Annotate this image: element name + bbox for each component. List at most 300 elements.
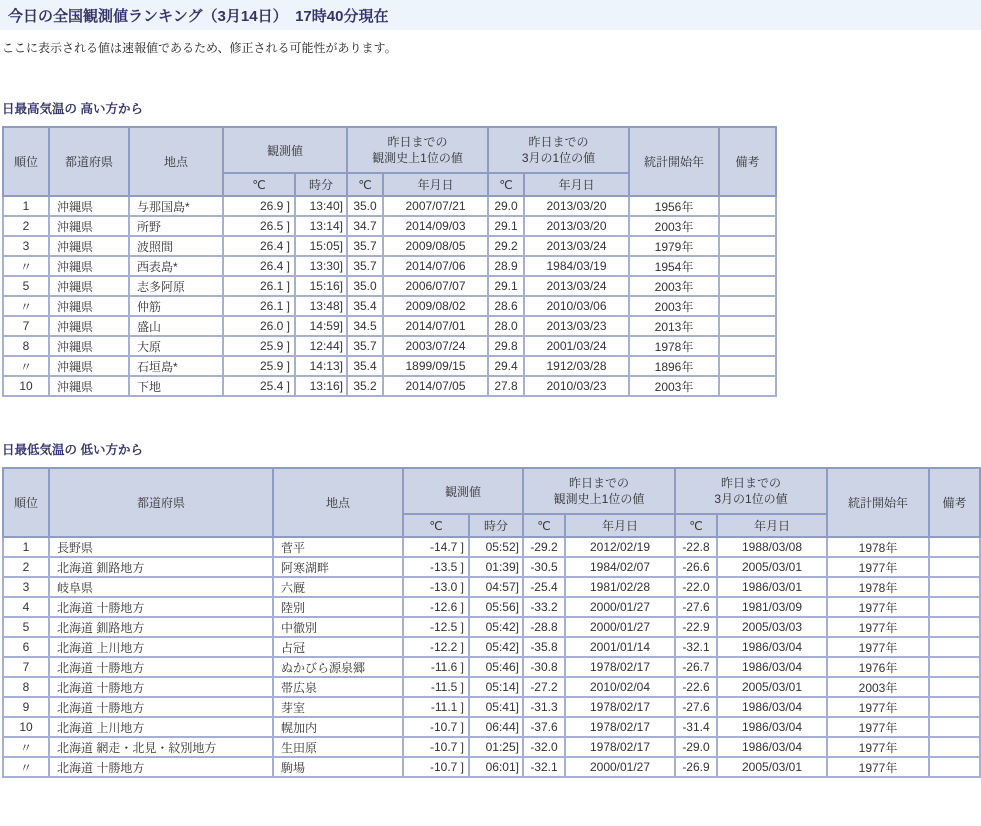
- table-cell: 2003年: [629, 376, 719, 396]
- table-cell: 下地: [129, 376, 223, 396]
- col-header-prefecture: 都道府県: [49, 127, 129, 196]
- record-header-line1: 昨日までの: [387, 134, 448, 149]
- table-cell: -37.6: [523, 717, 565, 737]
- table-cell: 1976年: [827, 657, 929, 677]
- table-cell: 04:57]: [469, 577, 523, 597]
- table-cell: -10.7 ]: [403, 737, 469, 757]
- table-cell: 〃: [3, 296, 49, 316]
- table-cell: -13.0 ]: [403, 577, 469, 597]
- table-cell: 北海道 網走・北見・紋別地方: [49, 737, 273, 757]
- table-cell: -31.3: [523, 697, 565, 717]
- table-cell: 06:01]: [469, 757, 523, 777]
- table-cell: -29.2: [523, 537, 565, 557]
- table-row: [3, 577, 980, 597]
- table-cell: 北海道 上川地方: [49, 637, 273, 657]
- table-cell: 2: [3, 216, 49, 236]
- table-cell: 1981/02/28: [565, 577, 675, 597]
- table-cell: 駒場: [273, 757, 403, 777]
- table-cell: 1977年: [827, 557, 929, 577]
- table-cell: 2014/07/05: [383, 376, 488, 396]
- table-cell: 2001/03/24: [524, 336, 629, 356]
- col-header-march-record-value: [488, 127, 629, 173]
- col-header-march-record-value: [675, 468, 827, 514]
- table-cell: 1978年: [827, 537, 929, 557]
- table-cell: [929, 557, 980, 577]
- table-cell: 2013/03/20: [524, 216, 629, 236]
- subheader-march-date: 年月日: [717, 514, 827, 537]
- col-header-record-value: [347, 127, 488, 173]
- table-cell: 13:40]: [295, 196, 347, 216]
- table-cell: 05:56]: [469, 597, 523, 617]
- table-cell: 1954年: [629, 256, 719, 276]
- table-cell: 2012/02/19: [565, 537, 675, 557]
- table-cell: -11.5 ]: [403, 677, 469, 697]
- table-cell: -10.7 ]: [403, 757, 469, 777]
- table-cell: 27.8: [488, 376, 524, 396]
- provisional-value-note: ここに表示される値は速報値であるため、修正される可能性があります。: [2, 41, 397, 55]
- table-row: [3, 256, 776, 276]
- table-cell: 1956年: [629, 196, 719, 216]
- table-cell: 1981/03/09: [717, 597, 827, 617]
- table-cell: 菅平: [273, 537, 403, 557]
- table-cell: 沖縄県: [49, 276, 129, 296]
- page-header: [0, 0, 981, 30]
- col-header-rank: 順位: [3, 127, 49, 196]
- table-cell: 26.0 ]: [223, 316, 295, 336]
- table-cell: -28.8: [523, 617, 565, 637]
- table-cell: [929, 737, 980, 757]
- table-cell: 29.8: [488, 336, 524, 356]
- table-cell: 1977年: [827, 597, 929, 617]
- table-row: [3, 557, 980, 577]
- table-cell: 35.7: [347, 336, 383, 356]
- table-cell: 帯広泉: [273, 677, 403, 697]
- table-row: [3, 757, 980, 777]
- col-header-rank: 順位: [3, 468, 49, 537]
- table-cell: 西表島*: [129, 256, 223, 276]
- daily-min-table-body: [3, 537, 980, 777]
- table-cell: [929, 717, 980, 737]
- header-row-main: [3, 127, 776, 173]
- table-cell: 8: [3, 677, 49, 697]
- table-row: [3, 196, 776, 216]
- table-cell: 35.7: [347, 256, 383, 276]
- table-cell: 05:46]: [469, 657, 523, 677]
- table-cell: 1: [3, 196, 49, 216]
- table-cell: -33.2: [523, 597, 565, 617]
- table-cell: -26.9: [675, 757, 717, 777]
- table-cell: 2014/07/01: [383, 316, 488, 336]
- table-cell: 沖縄県: [49, 236, 129, 256]
- table-cell: [719, 196, 776, 216]
- table-cell: 2009/08/05: [383, 236, 488, 256]
- table-cell: [719, 276, 776, 296]
- table-cell: 幌加内: [273, 717, 403, 737]
- table-cell: [719, 376, 776, 396]
- table-cell: 1899/09/15: [383, 356, 488, 376]
- table-cell: [719, 216, 776, 236]
- table-cell: 〃: [3, 737, 49, 757]
- table-cell: 26.1 ]: [223, 276, 295, 296]
- table-cell: 7: [3, 657, 49, 677]
- table-cell: 2003年: [629, 276, 719, 296]
- table-cell: [929, 637, 980, 657]
- table-cell: 2003年: [827, 677, 929, 697]
- table-row: [3, 276, 776, 296]
- table-row: [3, 737, 980, 757]
- col-header-location: 地点: [273, 468, 403, 537]
- table-cell: -26.7: [675, 657, 717, 677]
- table-cell: 35.4: [347, 356, 383, 376]
- table-cell: 2005/03/01: [717, 557, 827, 577]
- table-cell: 4: [3, 597, 49, 617]
- col-header-start-year: 統計開始年: [629, 127, 719, 196]
- table-cell: 1986/03/04: [717, 737, 827, 757]
- table-cell: 沖縄県: [49, 296, 129, 316]
- table-cell: [719, 236, 776, 256]
- table-cell: 5: [3, 276, 49, 296]
- col-header-prefecture: 都道府県: [49, 468, 273, 537]
- table-cell: -11.6 ]: [403, 657, 469, 677]
- table-cell: 2005/03/01: [717, 757, 827, 777]
- table-cell: -32.1: [523, 757, 565, 777]
- table-cell: 1986/03/04: [717, 637, 827, 657]
- table-cell: 阿寒湖畔: [273, 557, 403, 577]
- table-cell: 陸別: [273, 597, 403, 617]
- table-cell: [719, 316, 776, 336]
- table-cell: 1977年: [827, 637, 929, 657]
- table-cell: 沖縄県: [49, 336, 129, 356]
- subheader-observed-celsius: ℃: [403, 514, 469, 537]
- table-cell: 1978年: [827, 577, 929, 597]
- table-cell: -14.7 ]: [403, 537, 469, 557]
- subheader-march-date: 年月日: [524, 173, 629, 196]
- table-cell: 2013/03/24: [524, 236, 629, 256]
- table-cell: [929, 577, 980, 597]
- table-cell: 12:44]: [295, 336, 347, 356]
- table-row: [3, 336, 776, 356]
- table-cell: 2003年: [629, 216, 719, 236]
- table-cell: 沖縄県: [49, 356, 129, 376]
- table-cell: -11.1 ]: [403, 697, 469, 717]
- table-cell: -27.6: [675, 697, 717, 717]
- table-cell: 35.2: [347, 376, 383, 396]
- table-cell: 与那国島*: [129, 196, 223, 216]
- table-cell: -32.0: [523, 737, 565, 757]
- subheader-observed-celsius: ℃: [223, 173, 295, 196]
- record-header-line2: 観測史上1位の値: [553, 492, 645, 506]
- table-cell: -22.8: [675, 537, 717, 557]
- table-row: [3, 617, 980, 637]
- table-cell: 1986/03/04: [717, 657, 827, 677]
- subheader-march-celsius: ℃: [488, 173, 524, 196]
- table-row: [3, 296, 776, 316]
- subheader-observed-time: 時分: [469, 514, 523, 537]
- table-header: [3, 127, 776, 196]
- table-cell: 〃: [3, 256, 49, 276]
- table-cell: 29.0: [488, 196, 524, 216]
- section-daily-max-temp: [0, 99, 981, 397]
- table-cell: 1986/03/04: [717, 697, 827, 717]
- march-header-line2: 3月の1位の値: [521, 151, 596, 165]
- table-cell: 1986/03/01: [717, 577, 827, 597]
- table-cell: 北海道 十勝地方: [49, 597, 273, 617]
- table-cell: 05:52]: [469, 537, 523, 557]
- table-cell: 中徹別: [273, 617, 403, 637]
- table-cell: 28.9: [488, 256, 524, 276]
- col-header-observed-value: 観測値: [403, 468, 523, 514]
- table-cell: 1978/02/17: [565, 737, 675, 757]
- table-row: [3, 316, 776, 336]
- table-cell: 2010/03/06: [524, 296, 629, 316]
- table-cell: 05:42]: [469, 617, 523, 637]
- table-cell: 10: [3, 717, 49, 737]
- table-cell: 1978/02/17: [565, 657, 675, 677]
- table-cell: [929, 617, 980, 637]
- table-cell: 2007/07/21: [383, 196, 488, 216]
- table-cell: -12.5 ]: [403, 617, 469, 637]
- table-cell: 1912/03/28: [524, 356, 629, 376]
- table-cell: 28.6: [488, 296, 524, 316]
- table-cell: 26.4 ]: [223, 236, 295, 256]
- table-cell: 占冠: [273, 637, 403, 657]
- table-cell: 沖縄県: [49, 316, 129, 336]
- table-cell: 15:05]: [295, 236, 347, 256]
- table-cell: 35.0: [347, 276, 383, 296]
- table-cell: 波照間: [129, 236, 223, 256]
- table-cell: 13:16]: [295, 376, 347, 396]
- table-cell: 05:14]: [469, 677, 523, 697]
- subheader-record-date: 年月日: [565, 514, 675, 537]
- table-cell: 06:44]: [469, 717, 523, 737]
- table-cell: 29.2: [488, 236, 524, 256]
- march-header-line2: 3月の1位の値: [714, 492, 788, 506]
- table-cell: 13:14]: [295, 216, 347, 236]
- table-cell: 〃: [3, 356, 49, 376]
- table-cell: [719, 336, 776, 356]
- table-cell: 29.1: [488, 276, 524, 296]
- section-daily-min-temp: [0, 440, 981, 778]
- table-cell: 志多阿原: [129, 276, 223, 296]
- subheader-record-celsius: ℃: [523, 514, 565, 537]
- table-cell: 2003年: [629, 296, 719, 316]
- table-cell: [929, 657, 980, 677]
- table-cell: 2013/03/24: [524, 276, 629, 296]
- table-cell: -25.4: [523, 577, 565, 597]
- table-cell: 29.4: [488, 356, 524, 376]
- table-cell: 2006/07/07: [383, 276, 488, 296]
- march-header-line1: 昨日までの: [528, 134, 589, 149]
- table-cell: 1977年: [827, 617, 929, 637]
- table-row: [3, 637, 980, 657]
- table-cell: 大原: [129, 336, 223, 356]
- table-cell: 2013/03/20: [524, 196, 629, 216]
- table-cell: 26.5 ]: [223, 216, 295, 236]
- table-cell: 2000/01/27: [565, 597, 675, 617]
- table-cell: 〃: [3, 757, 49, 777]
- table-cell: 2009/08/02: [383, 296, 488, 316]
- table-cell: 2014/07/06: [383, 256, 488, 276]
- table-cell: 2014/09/03: [383, 216, 488, 236]
- table-cell: 7: [3, 316, 49, 336]
- table-cell: 01:39]: [469, 557, 523, 577]
- table-cell: 沖縄県: [49, 256, 129, 276]
- table-cell: -30.8: [523, 657, 565, 677]
- subheader-record-celsius: ℃: [347, 173, 383, 196]
- table-cell: 沖縄県: [49, 376, 129, 396]
- table-cell: -27.2: [523, 677, 565, 697]
- section-heading-daily-max: 日最高気温の 高い方から: [2, 102, 143, 116]
- table-cell: [719, 356, 776, 376]
- col-header-remarks: 備考: [929, 468, 980, 537]
- table-cell: 1988/03/08: [717, 537, 827, 557]
- table-cell: 05:42]: [469, 637, 523, 657]
- col-header-start-year: 統計開始年: [827, 468, 929, 537]
- daily-max-table-body: [3, 196, 776, 396]
- table-cell: -10.7 ]: [403, 717, 469, 737]
- table-cell: 北海道 十勝地方: [49, 757, 273, 777]
- table-cell: 5: [3, 617, 49, 637]
- table-cell: [929, 537, 980, 557]
- table-cell: 2010/03/23: [524, 376, 629, 396]
- table-cell: 岐阜県: [49, 577, 273, 597]
- table-cell: -31.4: [675, 717, 717, 737]
- table-cell: 25.9 ]: [223, 356, 295, 376]
- table-cell: 14:59]: [295, 316, 347, 336]
- table-cell: 1977年: [827, 697, 929, 717]
- table-cell: 05:41]: [469, 697, 523, 717]
- table-cell: -26.6: [675, 557, 717, 577]
- table-cell: 14:13]: [295, 356, 347, 376]
- table-cell: 1977年: [827, 717, 929, 737]
- table-row: [3, 376, 776, 396]
- table-cell: 34.5: [347, 316, 383, 336]
- table-cell: 1978/02/17: [565, 717, 675, 737]
- table-row: [3, 356, 776, 376]
- table-cell: -22.9: [675, 617, 717, 637]
- table-cell: 13:30]: [295, 256, 347, 276]
- table-cell: 2: [3, 557, 49, 577]
- col-header-observed-value: 観測値: [223, 127, 347, 173]
- table-cell: 盛山: [129, 316, 223, 336]
- table-cell: 35.0: [347, 196, 383, 216]
- table-cell: 35.4: [347, 296, 383, 316]
- table-cell: 2005/03/01: [717, 677, 827, 697]
- table-cell: 25.9 ]: [223, 336, 295, 356]
- table-cell: 3: [3, 577, 49, 597]
- table-cell: -12.6 ]: [403, 597, 469, 617]
- table-row: [3, 717, 980, 737]
- table-cell: 01:25]: [469, 737, 523, 757]
- table-cell: 25.4 ]: [223, 376, 295, 396]
- table-row: [3, 216, 776, 236]
- subheader-observed-time: 時分: [295, 173, 347, 196]
- table-row: [3, 677, 980, 697]
- table-cell: 仲筋: [129, 296, 223, 316]
- table-cell: 13:48]: [295, 296, 347, 316]
- table-cell: -22.0: [675, 577, 717, 597]
- table-cell: 26.4 ]: [223, 256, 295, 276]
- table-header: [3, 468, 980, 537]
- table-cell: 2013年: [629, 316, 719, 336]
- table-cell: -12.2 ]: [403, 637, 469, 657]
- table-cell: 10: [3, 376, 49, 396]
- table-cell: 1986/03/04: [717, 717, 827, 737]
- table-cell: 1978年: [629, 336, 719, 356]
- table-cell: 34.7: [347, 216, 383, 236]
- table-row: [3, 697, 980, 717]
- col-header-record-value: [523, 468, 675, 514]
- table-cell: 1978/02/17: [565, 697, 675, 717]
- table-cell: 26.9 ]: [223, 196, 295, 216]
- table-cell: 29.1: [488, 216, 524, 236]
- table-cell: 1979年: [629, 236, 719, 256]
- table-cell: 北海道 上川地方: [49, 717, 273, 737]
- col-header-location: 地点: [129, 127, 223, 196]
- table-cell: 所野: [129, 216, 223, 236]
- table-cell: [929, 597, 980, 617]
- table-cell: 芽室: [273, 697, 403, 717]
- table-row: [3, 597, 980, 617]
- table-cell: -29.0: [675, 737, 717, 757]
- header-row-main: [3, 468, 980, 514]
- subheader-record-date: 年月日: [383, 173, 488, 196]
- record-header-line1: 昨日までの: [568, 475, 629, 490]
- table-cell: 1984/02/07: [565, 557, 675, 577]
- table-cell: 石垣島*: [129, 356, 223, 376]
- table-cell: 1896年: [629, 356, 719, 376]
- daily-max-temp-table: [2, 126, 777, 397]
- daily-min-temp-table: [2, 467, 981, 778]
- table-cell: 北海道 十勝地方: [49, 677, 273, 697]
- table-cell: 2005/03/03: [717, 617, 827, 637]
- section-heading-daily-min: 日最低気温の 低い方から: [2, 443, 143, 457]
- table-cell: 6: [3, 637, 49, 657]
- table-cell: 15:16]: [295, 276, 347, 296]
- table-cell: 2013/03/23: [524, 316, 629, 336]
- table-cell: -13.5 ]: [403, 557, 469, 577]
- record-header-line2: 観測史上1位の値: [372, 151, 463, 165]
- table-cell: 六厩: [273, 577, 403, 597]
- table-cell: 北海道 十勝地方: [49, 657, 273, 677]
- subheader-march-celsius: ℃: [675, 514, 717, 537]
- table-cell: -32.1: [675, 637, 717, 657]
- table-cell: [719, 256, 776, 276]
- table-cell: 北海道 十勝地方: [49, 697, 273, 717]
- table-cell: 2000/01/27: [565, 617, 675, 637]
- table-cell: ぬかびら源泉郷: [273, 657, 403, 677]
- table-cell: [929, 677, 980, 697]
- table-cell: 生田原: [273, 737, 403, 757]
- table-cell: 沖縄県: [49, 196, 129, 216]
- table-cell: 2001/01/14: [565, 637, 675, 657]
- table-cell: [929, 697, 980, 717]
- table-cell: 北海道 釧路地方: [49, 617, 273, 637]
- table-cell: 2003/07/24: [383, 336, 488, 356]
- table-cell: 2010/02/04: [565, 677, 675, 697]
- table-cell: 1984/03/19: [524, 256, 629, 276]
- table-cell: 1977年: [827, 737, 929, 757]
- table-cell: 北海道 釧路地方: [49, 557, 273, 577]
- table-cell: 3: [3, 236, 49, 256]
- table-cell: -27.6: [675, 597, 717, 617]
- page-title: 今日の全国観測値ランキング（3月14日） 17時40分現在: [8, 7, 389, 25]
- table-cell: 28.0: [488, 316, 524, 336]
- table-cell: [929, 757, 980, 777]
- table-cell: 1: [3, 537, 49, 557]
- table-cell: -22.6: [675, 677, 717, 697]
- table-row: [3, 657, 980, 677]
